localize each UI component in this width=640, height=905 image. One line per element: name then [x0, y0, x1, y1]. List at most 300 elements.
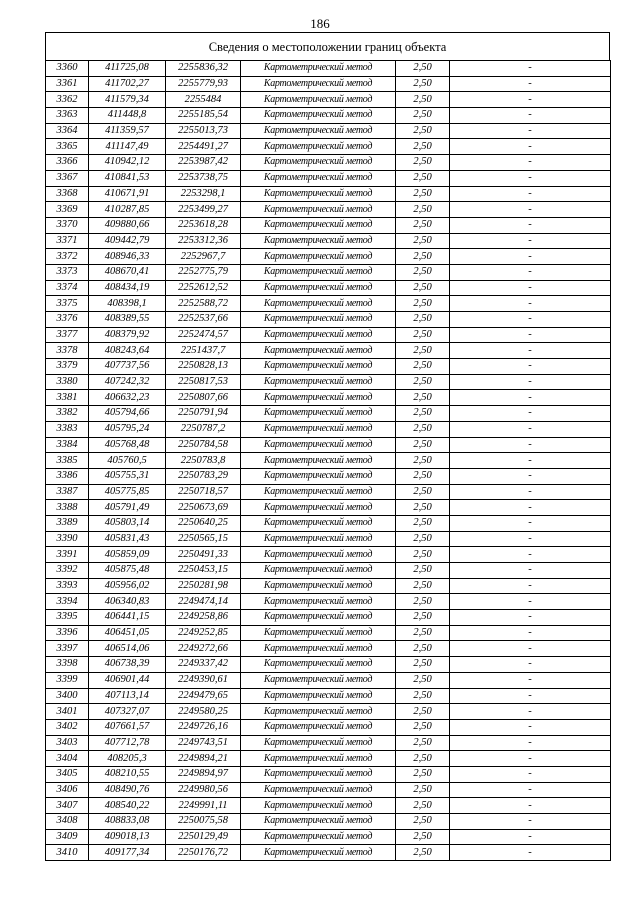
- accuracy-cell: 2,50: [396, 704, 450, 720]
- table-row: [46, 233, 611, 249]
- accuracy-cell: 2,50: [396, 406, 450, 422]
- y-coordinate-cell: 2250673,69: [166, 500, 241, 516]
- method-cell: Картометрический метод: [241, 108, 396, 124]
- point-number-cell: 3391: [46, 547, 89, 563]
- method-cell: Картометрический метод: [241, 76, 396, 92]
- y-coordinate-cell: 2255779,93: [166, 76, 241, 92]
- x-coordinate-cell: 411579,34: [89, 92, 166, 108]
- x-coordinate-cell: 407712,78: [89, 735, 166, 751]
- method-cell: Картометрический метод: [241, 704, 396, 720]
- point-number-cell: 3400: [46, 688, 89, 704]
- y-coordinate-cell: 2250718,57: [166, 484, 241, 500]
- page-number: 186: [310, 16, 330, 31]
- y-coordinate-cell: 2250176,72: [166, 845, 241, 861]
- table-row: [46, 798, 611, 814]
- point-number-cell: 3405: [46, 766, 89, 782]
- description-cell: -: [450, 688, 611, 704]
- accuracy-cell: 2,50: [396, 359, 450, 375]
- coordinates-table: [45, 60, 611, 861]
- point-number-cell: 3379: [46, 359, 89, 375]
- description-cell: -: [450, 92, 611, 108]
- x-coordinate-cell: 407113,14: [89, 688, 166, 704]
- table-row: [46, 217, 611, 233]
- x-coordinate-cell: 407327,07: [89, 704, 166, 720]
- method-cell: Картометрический метод: [241, 578, 396, 594]
- accuracy-cell: 2,50: [396, 798, 450, 814]
- point-number-cell: 3403: [46, 735, 89, 751]
- x-coordinate-cell: 405768,48: [89, 437, 166, 453]
- y-coordinate-cell: 2250281,98: [166, 578, 241, 594]
- method-cell: Картометрический метод: [241, 92, 396, 108]
- boundary-table-container: [45, 32, 610, 861]
- table-row: [46, 704, 611, 720]
- point-number-cell: 3408: [46, 814, 89, 830]
- x-coordinate-cell: 405859,09: [89, 547, 166, 563]
- description-cell: -: [450, 610, 611, 626]
- table-row: [46, 108, 611, 124]
- point-number-cell: 3377: [46, 327, 89, 343]
- x-coordinate-cell: 407661,57: [89, 719, 166, 735]
- method-cell: Картометрический метод: [241, 829, 396, 845]
- accuracy-cell: 2,50: [396, 547, 450, 563]
- accuracy-cell: 2,50: [396, 61, 450, 77]
- point-number-cell: 3410: [46, 845, 89, 861]
- x-coordinate-cell: 405760,5: [89, 453, 166, 469]
- point-number-cell: 3398: [46, 657, 89, 673]
- accuracy-cell: 2,50: [396, 751, 450, 767]
- accuracy-cell: 2,50: [396, 688, 450, 704]
- description-cell: -: [450, 390, 611, 406]
- x-coordinate-cell: 405831,43: [89, 531, 166, 547]
- x-coordinate-cell: 408389,55: [89, 312, 166, 328]
- accuracy-cell: 2,50: [396, 170, 450, 186]
- point-number-cell: 3363: [46, 108, 89, 124]
- method-cell: Картометрический метод: [241, 123, 396, 139]
- point-number-cell: 3364: [46, 123, 89, 139]
- y-coordinate-cell: 2253298,1: [166, 186, 241, 202]
- table-row: [46, 578, 611, 594]
- x-coordinate-cell: 408833,08: [89, 814, 166, 830]
- table-row: [46, 468, 611, 484]
- point-number-cell: 3381: [46, 390, 89, 406]
- point-number-cell: 3392: [46, 563, 89, 579]
- y-coordinate-cell: 2249894,21: [166, 751, 241, 767]
- accuracy-cell: 2,50: [396, 766, 450, 782]
- accuracy-cell: 2,50: [396, 594, 450, 610]
- y-coordinate-cell: 2249580,25: [166, 704, 241, 720]
- x-coordinate-cell: 411359,57: [89, 123, 166, 139]
- description-cell: -: [450, 719, 611, 735]
- y-coordinate-cell: 2253987,42: [166, 155, 241, 171]
- x-coordinate-cell: 405956,02: [89, 578, 166, 594]
- accuracy-cell: 2,50: [396, 735, 450, 751]
- method-cell: Картометрический метод: [241, 421, 396, 437]
- description-cell: -: [450, 123, 611, 139]
- accuracy-cell: 2,50: [396, 390, 450, 406]
- y-coordinate-cell: 2250783,8: [166, 453, 241, 469]
- description-cell: -: [450, 751, 611, 767]
- method-cell: Картометрический метод: [241, 625, 396, 641]
- y-coordinate-cell: 2253499,27: [166, 202, 241, 218]
- point-number-cell: 3373: [46, 264, 89, 280]
- point-number-cell: 3383: [46, 421, 89, 437]
- method-cell: Картометрический метод: [241, 343, 396, 359]
- y-coordinate-cell: 2254491,27: [166, 139, 241, 155]
- x-coordinate-cell: 408398,1: [89, 296, 166, 312]
- method-cell: Картометрический метод: [241, 327, 396, 343]
- method-cell: Картометрический метод: [241, 657, 396, 673]
- point-number-cell: 3399: [46, 672, 89, 688]
- method-cell: Картометрический метод: [241, 202, 396, 218]
- table-row: [46, 610, 611, 626]
- table-row: [46, 735, 611, 751]
- table-row: [46, 766, 611, 782]
- x-coordinate-cell: 411147,49: [89, 139, 166, 155]
- point-number-cell: 3387: [46, 484, 89, 500]
- description-cell: -: [450, 217, 611, 233]
- y-coordinate-cell: 2255836,32: [166, 61, 241, 77]
- table-row: [46, 672, 611, 688]
- description-cell: -: [450, 312, 611, 328]
- accuracy-cell: 2,50: [396, 123, 450, 139]
- y-coordinate-cell: 2250129,49: [166, 829, 241, 845]
- method-cell: Картометрический метод: [241, 484, 396, 500]
- method-cell: Картометрический метод: [241, 233, 396, 249]
- description-cell: -: [450, 437, 611, 453]
- y-coordinate-cell: 2252967,7: [166, 249, 241, 265]
- description-cell: -: [450, 468, 611, 484]
- method-cell: Картометрический метод: [241, 672, 396, 688]
- accuracy-cell: 2,50: [396, 264, 450, 280]
- description-cell: -: [450, 782, 611, 798]
- y-coordinate-cell: 2250565,15: [166, 531, 241, 547]
- table-row: [46, 829, 611, 845]
- point-number-cell: 3366: [46, 155, 89, 171]
- table-row: [46, 249, 611, 265]
- method-cell: Картометрический метод: [241, 688, 396, 704]
- point-number-cell: 3397: [46, 641, 89, 657]
- y-coordinate-cell: 2251437,7: [166, 343, 241, 359]
- y-coordinate-cell: 2250491,33: [166, 547, 241, 563]
- x-coordinate-cell: 408243,64: [89, 343, 166, 359]
- x-coordinate-cell: 405755,31: [89, 468, 166, 484]
- accuracy-cell: 2,50: [396, 845, 450, 861]
- accuracy-cell: 2,50: [396, 233, 450, 249]
- point-number-cell: 3396: [46, 625, 89, 641]
- table-row: [46, 327, 611, 343]
- description-cell: -: [450, 515, 611, 531]
- point-number-cell: 3386: [46, 468, 89, 484]
- x-coordinate-cell: 405794,66: [89, 406, 166, 422]
- method-cell: Картометрический метод: [241, 766, 396, 782]
- table-row: [46, 280, 611, 296]
- y-coordinate-cell: 2253312,36: [166, 233, 241, 249]
- y-coordinate-cell: 2252612,52: [166, 280, 241, 296]
- table-row: [46, 406, 611, 422]
- point-number-cell: 3369: [46, 202, 89, 218]
- x-coordinate-cell: 409442,79: [89, 233, 166, 249]
- method-cell: Картометрический метод: [241, 139, 396, 155]
- description-cell: -: [450, 343, 611, 359]
- x-coordinate-cell: 410942,12: [89, 155, 166, 171]
- description-cell: -: [450, 547, 611, 563]
- y-coordinate-cell: 2250640,25: [166, 515, 241, 531]
- y-coordinate-cell: 2252775,79: [166, 264, 241, 280]
- description-cell: -: [450, 829, 611, 845]
- y-coordinate-cell: 2250787,2: [166, 421, 241, 437]
- point-number-cell: 3404: [46, 751, 89, 767]
- accuracy-cell: 2,50: [396, 625, 450, 641]
- description-cell: -: [450, 594, 611, 610]
- description-cell: -: [450, 406, 611, 422]
- point-number-cell: 3368: [46, 186, 89, 202]
- point-number-cell: 3409: [46, 829, 89, 845]
- x-coordinate-cell: 405803,14: [89, 515, 166, 531]
- y-coordinate-cell: 2253738,75: [166, 170, 241, 186]
- accuracy-cell: 2,50: [396, 217, 450, 233]
- x-coordinate-cell: 410841,53: [89, 170, 166, 186]
- x-coordinate-cell: 405795,24: [89, 421, 166, 437]
- y-coordinate-cell: 2250784,58: [166, 437, 241, 453]
- method-cell: Картометрический метод: [241, 610, 396, 626]
- method-cell: Картометрический метод: [241, 453, 396, 469]
- point-number-cell: 3393: [46, 578, 89, 594]
- accuracy-cell: 2,50: [396, 782, 450, 798]
- method-cell: Картометрический метод: [241, 719, 396, 735]
- point-number-cell: 3362: [46, 92, 89, 108]
- y-coordinate-cell: 2249474,14: [166, 594, 241, 610]
- x-coordinate-cell: 408946,33: [89, 249, 166, 265]
- table-row: [46, 845, 611, 861]
- method-cell: Картометрический метод: [241, 798, 396, 814]
- x-coordinate-cell: 410287,85: [89, 202, 166, 218]
- table-row: [46, 186, 611, 202]
- table-row: [46, 139, 611, 155]
- accuracy-cell: 2,50: [396, 563, 450, 579]
- point-number-cell: 3360: [46, 61, 89, 77]
- description-cell: -: [450, 814, 611, 830]
- table-row: [46, 484, 611, 500]
- description-cell: -: [450, 170, 611, 186]
- description-cell: -: [450, 453, 611, 469]
- description-cell: -: [450, 186, 611, 202]
- accuracy-cell: 2,50: [396, 327, 450, 343]
- method-cell: Картометрический метод: [241, 782, 396, 798]
- method-cell: Картометрический метод: [241, 751, 396, 767]
- table-row: [46, 625, 611, 641]
- y-coordinate-cell: 2249980,56: [166, 782, 241, 798]
- method-cell: Картометрический метод: [241, 406, 396, 422]
- y-coordinate-cell: 2250453,15: [166, 563, 241, 579]
- description-cell: -: [450, 139, 611, 155]
- point-number-cell: 3406: [46, 782, 89, 798]
- description-cell: -: [450, 578, 611, 594]
- description-cell: -: [450, 563, 611, 579]
- point-number-cell: 3390: [46, 531, 89, 547]
- accuracy-cell: 2,50: [396, 829, 450, 845]
- description-cell: -: [450, 327, 611, 343]
- table-row: [46, 515, 611, 531]
- method-cell: Картометрический метод: [241, 155, 396, 171]
- x-coordinate-cell: 410671,91: [89, 186, 166, 202]
- x-coordinate-cell: 409177,34: [89, 845, 166, 861]
- x-coordinate-cell: 409018,13: [89, 829, 166, 845]
- method-cell: Картометрический метод: [241, 217, 396, 233]
- method-cell: Картометрический метод: [241, 280, 396, 296]
- point-number-cell: 3382: [46, 406, 89, 422]
- table-row: [46, 814, 611, 830]
- table-title: Сведения о местоположении границ объекта: [45, 32, 610, 60]
- point-number-cell: 3361: [46, 76, 89, 92]
- accuracy-cell: 2,50: [396, 515, 450, 531]
- x-coordinate-cell: 405875,48: [89, 563, 166, 579]
- y-coordinate-cell: 2249991,11: [166, 798, 241, 814]
- table-row: [46, 76, 611, 92]
- y-coordinate-cell: 2249390,61: [166, 672, 241, 688]
- table-row: [46, 500, 611, 516]
- table-row: [46, 374, 611, 390]
- table-row: [46, 202, 611, 218]
- description-cell: -: [450, 641, 611, 657]
- point-number-cell: 3374: [46, 280, 89, 296]
- point-number-cell: 3402: [46, 719, 89, 735]
- description-cell: -: [450, 76, 611, 92]
- method-cell: Картометрический метод: [241, 814, 396, 830]
- point-number-cell: 3378: [46, 343, 89, 359]
- x-coordinate-cell: 408490,76: [89, 782, 166, 798]
- table-row: [46, 641, 611, 657]
- description-cell: -: [450, 704, 611, 720]
- x-coordinate-cell: 411725,08: [89, 61, 166, 77]
- point-number-cell: 3376: [46, 312, 89, 328]
- accuracy-cell: 2,50: [396, 453, 450, 469]
- point-number-cell: 3375: [46, 296, 89, 312]
- method-cell: Картометрический метод: [241, 437, 396, 453]
- method-cell: Картометрический метод: [241, 468, 396, 484]
- accuracy-cell: 2,50: [396, 531, 450, 547]
- x-coordinate-cell: 406340,83: [89, 594, 166, 610]
- x-coordinate-cell: 406451,05: [89, 625, 166, 641]
- x-coordinate-cell: 408210,55: [89, 766, 166, 782]
- description-cell: -: [450, 264, 611, 280]
- point-number-cell: 3389: [46, 515, 89, 531]
- accuracy-cell: 2,50: [396, 312, 450, 328]
- accuracy-cell: 2,50: [396, 578, 450, 594]
- accuracy-cell: 2,50: [396, 249, 450, 265]
- accuracy-cell: 2,50: [396, 92, 450, 108]
- point-number-cell: 3388: [46, 500, 89, 516]
- point-number-cell: 3407: [46, 798, 89, 814]
- table-row: [46, 688, 611, 704]
- accuracy-cell: 2,50: [396, 108, 450, 124]
- accuracy-cell: 2,50: [396, 296, 450, 312]
- accuracy-cell: 2,50: [396, 814, 450, 830]
- table-row: [46, 123, 611, 139]
- y-coordinate-cell: 2249743,51: [166, 735, 241, 751]
- accuracy-cell: 2,50: [396, 421, 450, 437]
- point-number-cell: 3367: [46, 170, 89, 186]
- accuracy-cell: 2,50: [396, 500, 450, 516]
- method-cell: Картометрический метод: [241, 249, 396, 265]
- description-cell: -: [450, 845, 611, 861]
- table-row: [46, 547, 611, 563]
- y-coordinate-cell: 2253618,28: [166, 217, 241, 233]
- accuracy-cell: 2,50: [396, 641, 450, 657]
- table-row: [46, 531, 611, 547]
- y-coordinate-cell: 2249479,65: [166, 688, 241, 704]
- y-coordinate-cell: 2250075,58: [166, 814, 241, 830]
- y-coordinate-cell: 2250791,94: [166, 406, 241, 422]
- x-coordinate-cell: 406632,23: [89, 390, 166, 406]
- y-coordinate-cell: 2249252,85: [166, 625, 241, 641]
- table-row: [46, 437, 611, 453]
- x-coordinate-cell: 411448,8: [89, 108, 166, 124]
- y-coordinate-cell: 2250783,29: [166, 468, 241, 484]
- y-coordinate-cell: 2250817,53: [166, 374, 241, 390]
- description-cell: -: [450, 657, 611, 673]
- method-cell: Картометрический метод: [241, 735, 396, 751]
- x-coordinate-cell: 405775,85: [89, 484, 166, 500]
- point-number-cell: 3372: [46, 249, 89, 265]
- description-cell: -: [450, 108, 611, 124]
- method-cell: Картометрический метод: [241, 500, 396, 516]
- method-cell: Картометрический метод: [241, 296, 396, 312]
- table-row: [46, 61, 611, 77]
- accuracy-cell: 2,50: [396, 343, 450, 359]
- x-coordinate-cell: 407242,32: [89, 374, 166, 390]
- description-cell: -: [450, 735, 611, 751]
- x-coordinate-cell: 411702,27: [89, 76, 166, 92]
- method-cell: Картометрический метод: [241, 563, 396, 579]
- table-body: [46, 61, 611, 861]
- description-cell: -: [450, 766, 611, 782]
- table-row: [46, 92, 611, 108]
- y-coordinate-cell: 2252588,72: [166, 296, 241, 312]
- method-cell: Картометрический метод: [241, 61, 396, 77]
- method-cell: Картометрический метод: [241, 845, 396, 861]
- point-number-cell: 3395: [46, 610, 89, 626]
- table-row: [46, 264, 611, 280]
- accuracy-cell: 2,50: [396, 155, 450, 171]
- table-row: [46, 390, 611, 406]
- point-number-cell: 3385: [46, 453, 89, 469]
- accuracy-cell: 2,50: [396, 484, 450, 500]
- point-number-cell: 3365: [46, 139, 89, 155]
- method-cell: Картометрический метод: [241, 641, 396, 657]
- y-coordinate-cell: 2249726,16: [166, 719, 241, 735]
- method-cell: Картометрический метод: [241, 531, 396, 547]
- x-coordinate-cell: 408670,41: [89, 264, 166, 280]
- accuracy-cell: 2,50: [396, 374, 450, 390]
- accuracy-cell: 2,50: [396, 186, 450, 202]
- accuracy-cell: 2,50: [396, 610, 450, 626]
- method-cell: Картометрический метод: [241, 390, 396, 406]
- table-row: [46, 155, 611, 171]
- method-cell: Картометрический метод: [241, 515, 396, 531]
- description-cell: -: [450, 798, 611, 814]
- description-cell: -: [450, 374, 611, 390]
- description-cell: -: [450, 359, 611, 375]
- description-cell: -: [450, 672, 611, 688]
- description-cell: -: [450, 249, 611, 265]
- point-number-cell: 3380: [46, 374, 89, 390]
- description-cell: -: [450, 484, 611, 500]
- y-coordinate-cell: 2252474,57: [166, 327, 241, 343]
- accuracy-cell: 2,50: [396, 719, 450, 735]
- table-row: [46, 782, 611, 798]
- table-row: [46, 296, 611, 312]
- y-coordinate-cell: 2249272,66: [166, 641, 241, 657]
